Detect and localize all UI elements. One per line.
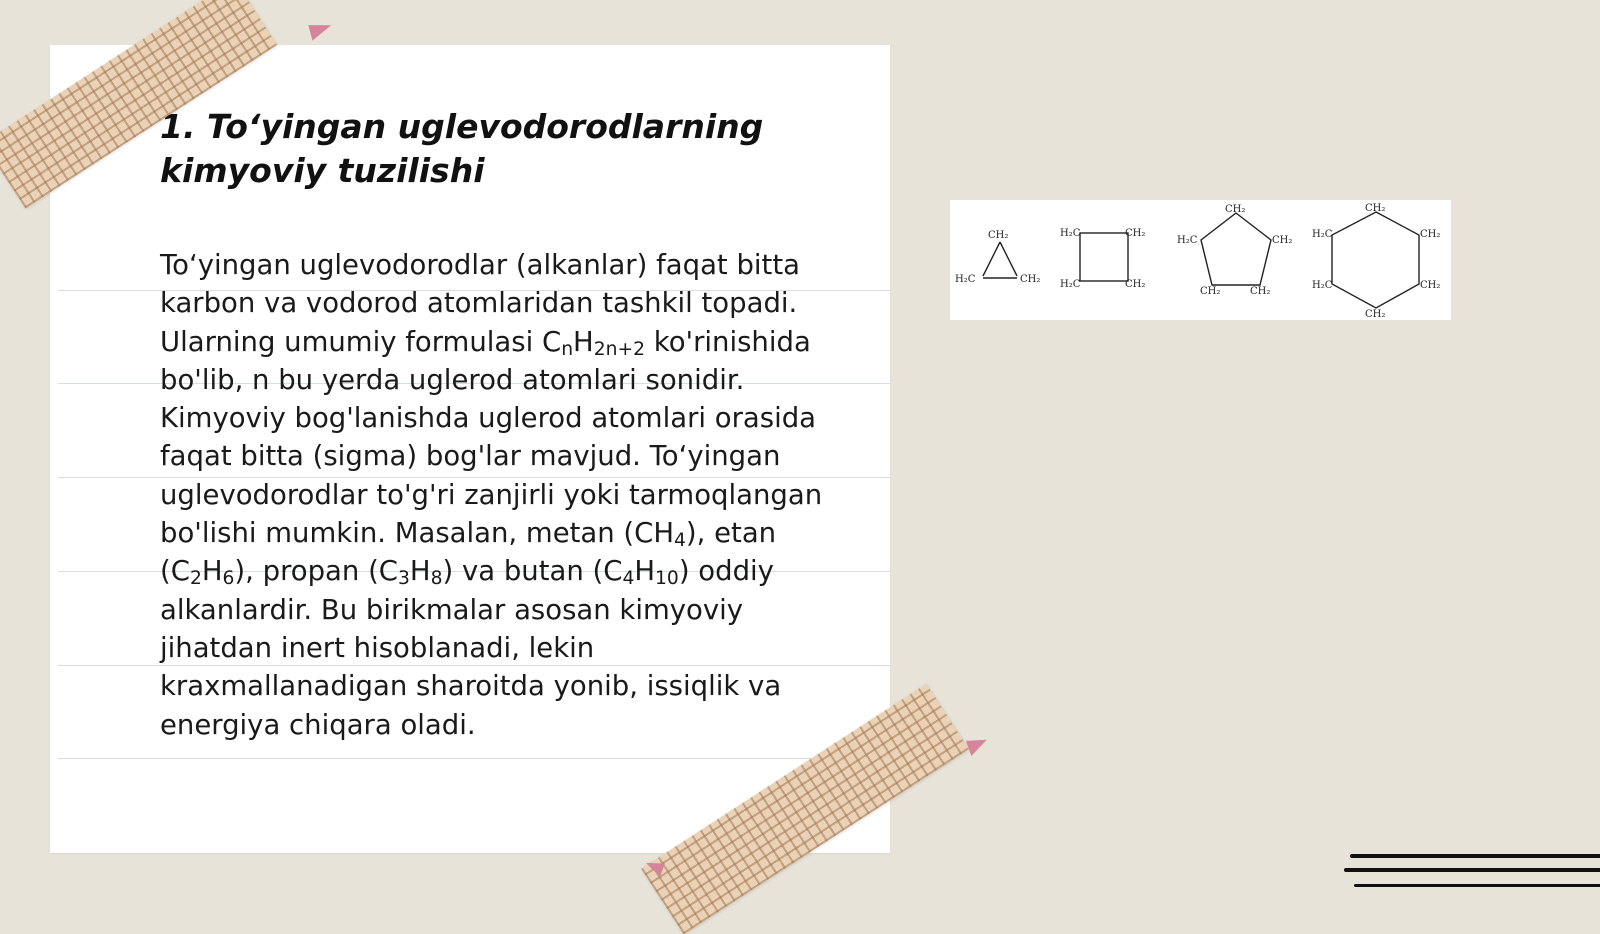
formula-h: H <box>573 325 594 358</box>
tape-tab-decoration <box>966 734 990 756</box>
cyclopentane-right-label: CH₂ <box>1272 235 1293 246</box>
cycloalkane-structures-svg <box>950 200 1451 320</box>
cyclopentane-bottom-right-label: CH₂ <box>1250 286 1271 297</box>
body-paragraph <box>160 246 840 744</box>
subscript: 10 <box>655 568 679 590</box>
body-text-segment: ko'rinishida bo'lib, n bu yerda uglerod atomlari sonidir. Kimyoviy bog'lanishda uglerod atomlari orasida faqat bitta (sigma) bog'lar mavjud. To‘yingan uglevodorodlar to'g'ri zanjirli yoki tarmoqlangan bo'lishi mumkin. Masalan, metan (CH <box>160 325 823 550</box>
cyclohexane-bottom-left-label: H₂C <box>1312 280 1333 291</box>
subscript: 2 <box>189 568 202 590</box>
formula-subscript-n: n <box>561 338 574 360</box>
decorative-line <box>1350 854 1600 858</box>
body-text-segment: H <box>634 555 656 588</box>
cyclohexane-bottom-label: CH₂ <box>1365 309 1386 320</box>
body-text-segment: ) oddiy alkanlardir. Bu birikmalar asosan kimyoviy jihatdan inert hisoblanadi, lekin kraxmallanadigan sharoitda yonib, issiqlik va energiya chiqara oladi. <box>160 555 782 741</box>
body-text-segment: ), etan (C <box>160 517 777 588</box>
formula-subscript-2n2: 2n+2 <box>593 338 646 360</box>
cyclopentane-bottom-left-label: CH₂ <box>1200 286 1221 297</box>
subscript: 6 <box>222 568 235 590</box>
cyclopentane-structure <box>1201 213 1271 285</box>
body-text-segment: H <box>409 555 431 588</box>
formula-c: C <box>541 325 562 358</box>
cyclohexane-bottom-right-label: CH₂ <box>1420 280 1441 291</box>
body-text-segment: H <box>201 555 223 588</box>
cyclopropane-left-label: H₂C <box>955 274 976 285</box>
cyclopropane-right-label: CH₂ <box>1020 274 1041 285</box>
title-line-1: 1. To‘yingan uglevodorodlarning <box>160 107 764 146</box>
cyclobutane-bottom-right-label: CH₂ <box>1125 279 1146 290</box>
cyclopentane-top-label: CH₂ <box>1225 204 1246 215</box>
cyclobutane-bottom-left-label: H₂C <box>1060 279 1081 290</box>
subscript: 3 <box>398 568 410 590</box>
body-text-segment: To‘yingan uglevodorodlar (alkanlar) faqat bitta karbon va vodorod atomlaridan tashkil topadi. Ularning umumiy formulasi <box>160 249 800 358</box>
subscript: 8 <box>430 568 443 590</box>
cyclobutane-top-left-label: H₂C <box>1060 228 1081 239</box>
cyclobutane-top-right-label: CH₂ <box>1125 228 1146 239</box>
cyclohexane-top-right-label: CH₂ <box>1420 229 1441 240</box>
body-text-segment: ), propan (C <box>234 555 399 588</box>
cyclohexane-top-left-label: H₂C <box>1312 229 1333 240</box>
decorative-line <box>1354 884 1600 887</box>
paper-rule-line <box>58 758 890 759</box>
subscript: 4 <box>622 568 635 590</box>
cyclobutane-structure <box>1080 233 1128 281</box>
title-line-2: kimyoviy tuzilishi <box>160 151 485 190</box>
cyclohexane-top-label: CH₂ <box>1365 203 1386 214</box>
body-text-segment: ) va butan (C <box>442 555 623 588</box>
cyclohexane-structure <box>1332 212 1419 308</box>
tape-tab-decoration <box>308 19 333 40</box>
cyclopropane-structure <box>983 242 1017 278</box>
cycloalkane-structures-image <box>950 200 1451 320</box>
slide-title <box>160 105 820 193</box>
cyclopentane-left-label: H₂C <box>1177 235 1198 246</box>
cyclopropane-top-label: CH₂ <box>988 230 1009 241</box>
decorative-line <box>1344 868 1600 872</box>
subscript: 4 <box>674 530 686 552</box>
